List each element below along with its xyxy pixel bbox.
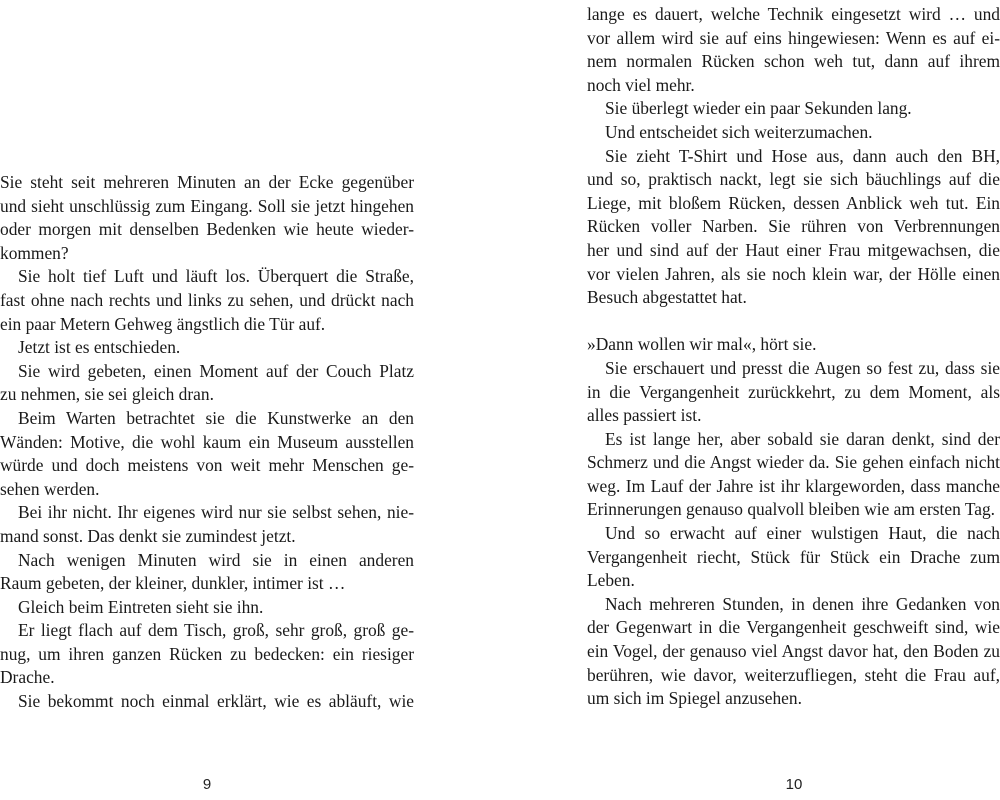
text-line: Raum gebeten, der kleiner, dunkler, intimer ist … <box>0 573 346 594</box>
right-page <box>587 0 1000 800</box>
text-line: Und entscheidet sich weiterzumachen. <box>605 121 873 142</box>
text-line: Erinnerungen genauso qualvoll bleiben wie am ersten Tag. <box>587 499 995 520</box>
text-line: weg. Im Lauf der Jahre ist ihr klargeworden, dass manche <box>587 475 1000 496</box>
text-line: in die Vergangenheit zurückkehrt, zu dem Moment, als <box>587 381 1000 402</box>
text-line: Bei ihr nicht. Ihr eigenes wird nur sie selbst sehen, nie- <box>18 502 414 523</box>
text-line: Nach mehreren Stunden, in denen ihre Gedanken von <box>605 593 1000 614</box>
text-line: Sie überlegt wieder ein paar Sekunden lang. <box>605 98 912 119</box>
text-line: noch viel mehr. <box>587 74 695 95</box>
text-line: Besuch abgestattet hat. <box>587 287 747 308</box>
text-line: zu nehmen, sie sei gleich dran. <box>0 384 214 405</box>
text-line: Sie zieht T-Shirt und Hose aus, dann auch den BH, <box>605 145 1000 166</box>
text-line: »Dann wollen wir mal«, hört sie. <box>587 334 817 355</box>
text-line: und sieht unschlüssig zum Eingang. Soll sie jetzt hingehen <box>0 195 414 216</box>
text-line: mand sonst. Das denkt sie zumindest jetzt. <box>0 525 296 546</box>
section-break <box>587 310 1000 334</box>
text-line: Jetzt ist es entschieden. <box>18 337 181 358</box>
text-line: lange es dauert, welche Technik eingesetzt wird … und <box>587 4 1000 24</box>
text-line: und so, praktisch nackt, legt sie sich bäuchlings auf die <box>587 169 1000 190</box>
text-line: würde und doch meistens von weit mehr Menschen ge- <box>0 455 414 476</box>
text-line: vor vielen Jahren, als sie noch klein war, der Hölle einen <box>587 263 1000 284</box>
text-line: Nach wenigen Minuten wird sie in einen anderen <box>18 549 414 570</box>
text-line: kommen? <box>0 242 69 263</box>
text-line: Sie bekommt noch einmal erklärt, wie es abläuft, wie <box>18 691 414 712</box>
left-page-text <box>0 171 414 714</box>
text-line: vor allem wird sie auf eins hingewiesen: Wenn es auf ei- <box>587 27 1000 48</box>
text-line: Rücken voller Narben. Sie rühren von Verbrennungen <box>587 216 1000 237</box>
left-page <box>0 0 414 800</box>
text-line: Sie holt tief Luft und läuft los. Überquert die Straße, <box>18 266 414 287</box>
text-line: Leben. <box>587 570 635 591</box>
text-line: Liege, mit bloßem Rücken, dessen Anblick weh tut. Ein <box>587 192 1000 213</box>
text-line: Beim Warten betrachtet sie die Kunstwerke an den <box>18 407 414 428</box>
text-line: alles passiert ist. <box>587 405 702 426</box>
right-page-text <box>587 3 1000 711</box>
text-line: fast ohne nach rechts und links zu sehen, und drückt nach <box>0 289 414 310</box>
text-line: nem normalen Rücken schon weh tut, dann auf ihrem <box>587 51 1000 72</box>
text-line: Drache. <box>0 667 55 688</box>
page-number: 10 <box>785 776 803 793</box>
text-line: sehen werden. <box>0 478 100 499</box>
text-line: der Gegenwart in die Vergangenheit geschweift sind, wie <box>587 617 1000 638</box>
text-line: um sich im Spiegel anzusehen. <box>587 688 802 709</box>
text-line: Sie wird gebeten, einen Moment auf der Couch Platz <box>18 360 414 381</box>
text-line: Sie steht seit mehreren Minuten an der Ecke gegenüber <box>0 172 414 192</box>
text-line: berühren, wie davor, weiterzufliegen, steht die Frau auf, <box>587 664 1000 685</box>
text-line: ein Vogel, der genauso viel Angst davor hat, den Boden zu <box>587 641 1000 662</box>
text-line: Sie erschauert und presst die Augen so fest zu, dass sie <box>605 357 1000 378</box>
text-line: Schmerz und die Angst wieder da. Sie gehen einfach nicht <box>587 452 1000 473</box>
text-line: Wänden: Motive, die wohl kaum ein Museum ausstellen <box>0 431 414 452</box>
page-number: 9 <box>202 776 212 793</box>
text-line: Gleich beim Eintreten sieht sie ihn. <box>18 596 264 617</box>
text-line: Es ist lange her, aber sobald sie daran denkt, sind der <box>605 428 1000 449</box>
text-line: nug, um ihren ganzen Rücken zu bedecken: ein riesiger <box>0 643 414 664</box>
text-line: Und so erwacht auf einer wulstigen Haut, die nach <box>605 523 1000 544</box>
text-line: her und sind auf der Haut einer Frau mitgewachsen, die <box>587 239 1000 260</box>
text-line: oder morgen mit denselben Bedenken wie heute wieder- <box>0 219 414 240</box>
text-line: Vergangenheit riecht, Stück für Stück ein Drache zum <box>587 546 1000 567</box>
text-line: Er liegt flach auf dem Tisch, groß, sehr groß, groß ge- <box>18 620 414 641</box>
text-line: ein paar Metern Gehweg ängstlich die Tür auf. <box>0 313 326 334</box>
